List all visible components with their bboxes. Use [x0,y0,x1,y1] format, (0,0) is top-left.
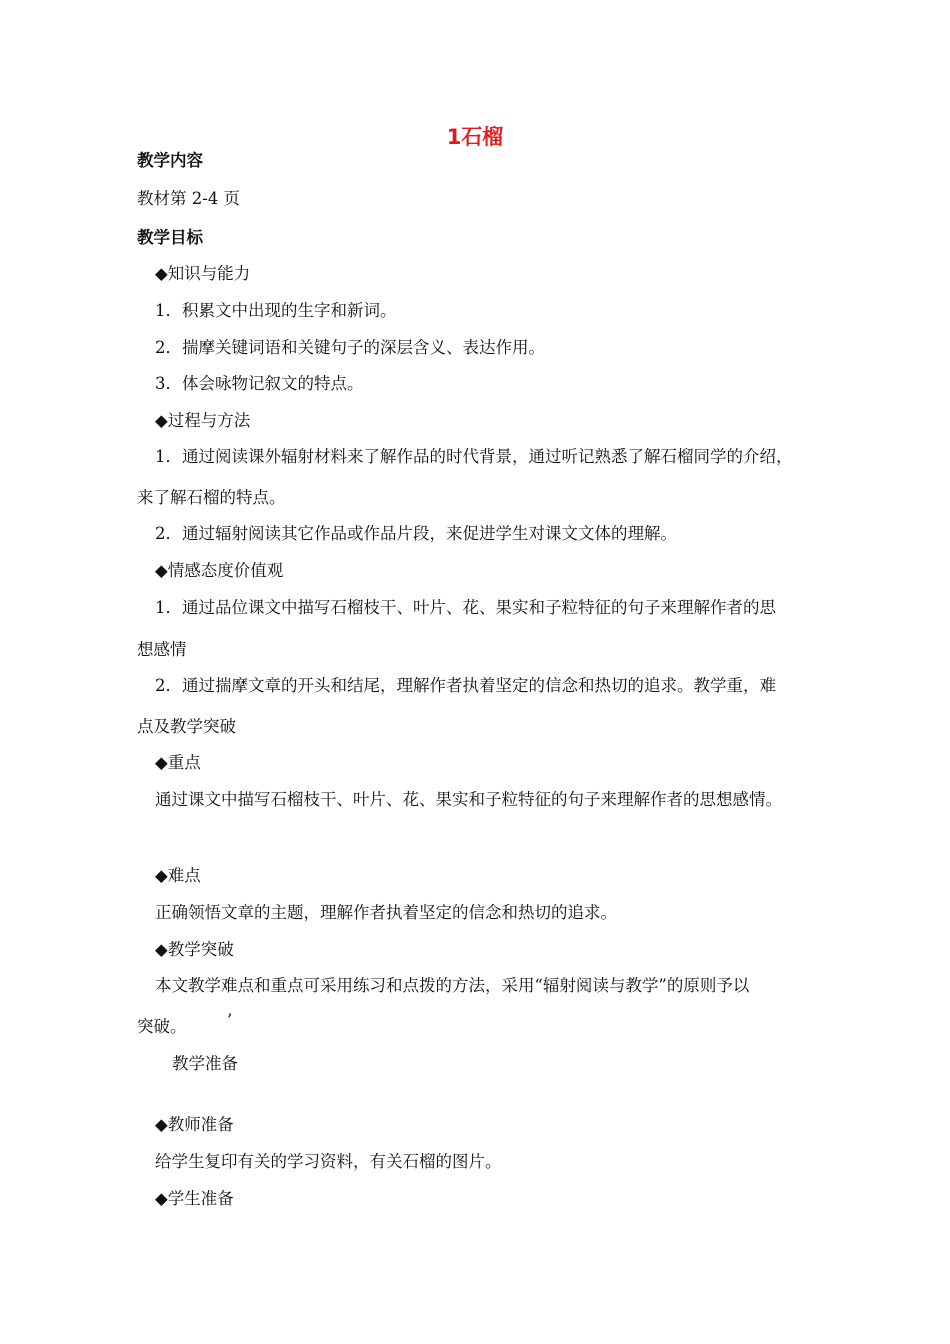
heading-teaching-preparation: 教学准备 [172,1054,238,1073]
heading-teaching-goals: 教学目标 [137,228,203,247]
goal-item: 1．通过阅读课外辐射材料来了解作品的时代背景，通过听记熟悉了解石榴同学的介绍， [155,447,793,466]
stray-mark: ’ [227,1011,233,1030]
heading-teaching-content: 教学内容 [137,151,203,170]
subheading-teaching-breakthrough: ◆教学突破 [155,940,234,959]
subheading-teacher-preparation: ◆教师准备 [155,1115,234,1134]
goal-item: 1．通过品位课文中描写石榴枝干、叶片、花、果实和子粒特征的句子来理解作者的思 [155,598,776,617]
breakthrough-text: 本文教学难点和重点可采用练习和点拨的方法，采用“辐射阅读与教学”的原则予以 [155,976,750,995]
subheading-difficulties: ◆难点 [155,866,201,885]
goal-item: 2．通过揣摩文章的开头和结尾，理解作者执着坚定的信念和热切的追求。教学重，难 [155,676,776,695]
page-title: 1石榴 [446,125,504,149]
goal-item: 1．积累文中出现的生字和新词。 [155,301,397,320]
goal-item-continued: 来了解石榴的特点。 [137,488,286,507]
goal-item: 2．通过辐射阅读其它作品或作品片段，来促进学生对课文文体的理解。 [155,524,677,543]
subheading-key-points: ◆重点 [155,753,201,772]
key-points-text: 通过课文中描写石榴枝干、叶片、花、果实和子粒特征的句子来理解作者的思想感情。 [155,790,782,809]
subheading-student-preparation: ◆学生准备 [155,1189,234,1208]
subheading-emotion-values: ◆情感态度价值观 [155,561,284,580]
subheading-knowledge-ability: ◆知识与能力 [155,264,251,283]
textbook-pages: 教材第 2-4 页 [137,189,241,208]
goal-item-continued: 点及教学突破 [137,717,236,736]
goal-item: 2．揣摩关键词语和关键句子的深层含义、表达作用。 [155,338,545,357]
goal-item-continued: 想感情 [137,640,187,659]
difficulties-text: 正确领悟文章的主题，理解作者执着坚定的信念和热切的追求。 [155,903,617,922]
breakthrough-text-continued: 突破。 [137,1017,187,1036]
teacher-preparation-text: 给学生复印有关的学习资料，有关石榴的图片。 [155,1152,502,1171]
goal-item: 3．体会咏物记叙文的特点。 [155,374,364,393]
subheading-process-method: ◆过程与方法 [155,411,251,430]
